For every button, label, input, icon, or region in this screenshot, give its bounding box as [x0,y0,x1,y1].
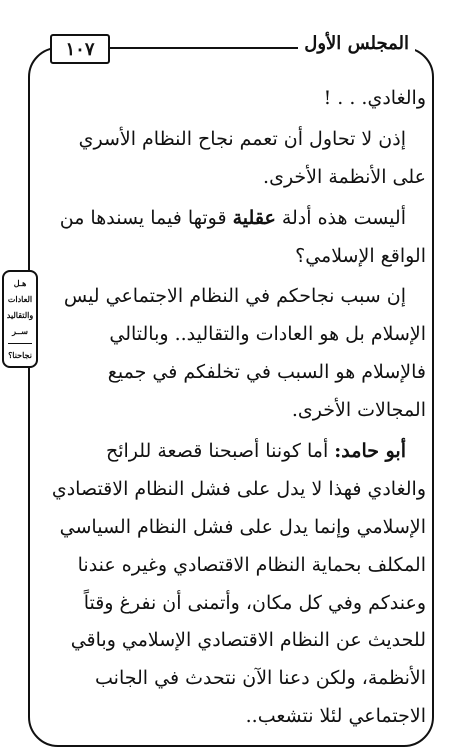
margin-note-line: والتقاليد [6,309,34,320]
margin-note-divider [8,343,32,344]
text-line: الواقع الإسلامي؟ [295,244,426,267]
page-body [40,80,426,736]
text-line: الإسلامي وإنما يدل على فشل النظام السياسي [59,515,426,538]
text-line: والغادي. . . ! [323,87,426,109]
margin-note [2,270,38,368]
margin-note-line: العادات [7,293,33,304]
text-run: قوتها فيما يسندها من [59,206,233,229]
text-line [40,433,426,471]
text-line: على الأنظمة الأخرى. [263,165,426,188]
speaker-name: أبو حامد: [334,440,406,463]
text-run: أليست هذه أدلة [275,206,406,229]
margin-note-line: ســر [12,325,28,336]
text-line: المجالات الأخرى. [291,399,426,422]
text-line: فالإسلام هو السبب في تخلفكم في جميع [107,361,426,384]
text-line: والغادي فهذا لا يدل على فشل النظام الاقتصادي [51,477,426,500]
text-line: للحديث عن النظام الاقتصادي الإسلامي وباقي [70,629,426,652]
text-line: الإسلام بل هو العادات والتقاليد.. وبالتالي [109,323,426,346]
margin-note-line: هـل [13,277,27,288]
margin-note-line: نجاحنا؟ [8,349,32,360]
running-header-title: المجلس الأول [298,33,415,54]
text-line: الأنظمة، ولكن دعنا الآن نتحدث في الجانب [95,667,426,690]
text-line: إذن لا تحاول أن تعمم نجاح النظام الأسري [78,127,406,150]
page-number: ١٠٧ [65,38,95,60]
text-line: المكلف بحماية النظام الاقتصادي وغيره عندنا [77,553,426,576]
text-line: الاجتماعي لئلا نتشعب.. [245,705,426,728]
text-line: إن سبب نجاحكم في النظام الاجتماعي ليس [63,285,406,308]
emphasized-word: عقلية [232,206,276,229]
text-line [40,200,426,238]
text-line: وعندكم وفي كل مكان، وأتمنى أن نفرغ وقتاً [83,591,426,614]
text-run: أما كوننا أصبحنا قصعة للرائح [105,440,335,463]
page-number-box [50,34,110,64]
